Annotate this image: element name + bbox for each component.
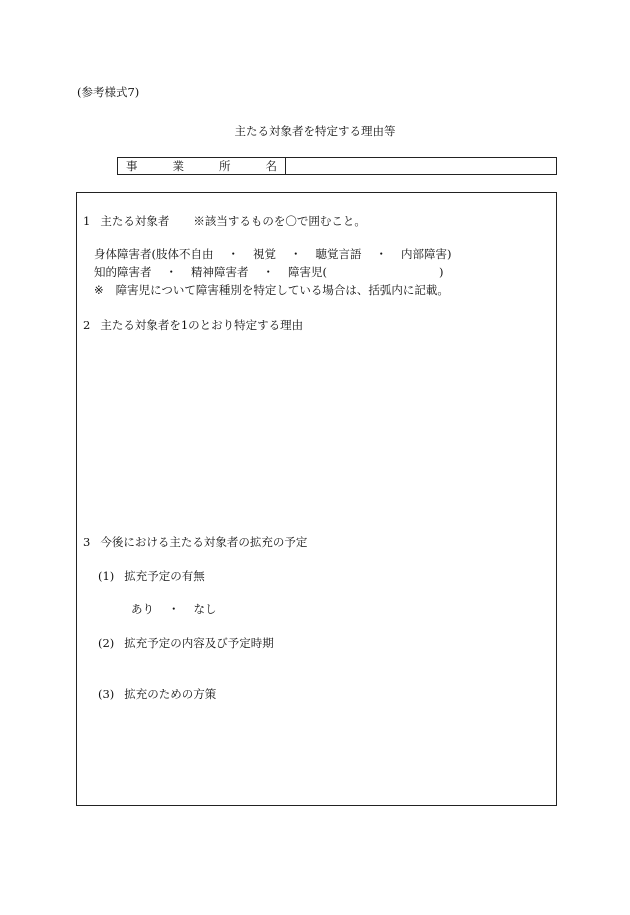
separator-dot: ・ — [290, 247, 302, 261]
option-intellectual[interactable]: 知的障害者 — [94, 265, 152, 279]
section1-heading — [83, 213, 366, 229]
sub3-number: (3) — [98, 687, 115, 701]
section1-title: 主たる対象者 — [100, 214, 170, 228]
office-name-label — [118, 158, 286, 174]
option-hearing[interactable]: 聴覚言語 — [315, 247, 362, 261]
plan-choice-row — [131, 601, 217, 617]
sub1-label: 拡充予定の有無 — [124, 569, 205, 583]
subsection-2 — [98, 635, 274, 651]
office-char: 名 — [265, 159, 277, 173]
sub3-label: 拡充のための方策 — [124, 687, 217, 701]
option-no[interactable]: なし — [193, 602, 217, 616]
section3-title: 今後における主たる対象者の拡充の予定 — [100, 535, 308, 549]
section1-footnote — [94, 282, 449, 298]
option-internal[interactable]: 内部障害) — [401, 247, 452, 261]
section2-title: 主たる対象者を1のとおり特定する理由 — [100, 318, 304, 332]
footnote-text: 障害児について障害種別を特定している場合は、括弧内に記載。 — [115, 283, 449, 297]
separator-dot: ・ — [375, 247, 387, 261]
subsection-1 — [98, 568, 205, 584]
target-options-row-1 — [94, 246, 452, 262]
option-child[interactable]: 障害児( — [288, 265, 327, 279]
separator-dot: ・ — [168, 602, 180, 616]
sub1-number: (1) — [98, 569, 115, 583]
office-char: 事 — [126, 159, 138, 173]
separator-dot: ・ — [262, 265, 274, 279]
main-form-box — [76, 192, 557, 806]
section1-note: ※該当するものを〇で囲むこと。 — [193, 214, 366, 228]
section3-heading — [83, 534, 307, 550]
target-options-row-2 — [94, 264, 444, 280]
sub2-label: 拡充予定の内容及び予定時期 — [124, 636, 274, 650]
page-title: 主たる対象者を特定する理由等 — [234, 124, 396, 138]
section2-number: 2 — [83, 318, 91, 332]
section2-heading — [83, 317, 303, 333]
option-physical[interactable]: 身体障害者(肢体不自由 — [94, 247, 214, 261]
option-mental[interactable]: 精神障害者 — [191, 265, 249, 279]
reference-form-label: (参考様式7) — [77, 85, 140, 99]
office-name-table — [117, 157, 557, 175]
subsection-3 — [98, 686, 216, 702]
sub2-number: (2) — [98, 636, 115, 650]
separator-dot: ・ — [227, 247, 239, 261]
option-visual[interactable]: 視覚 — [253, 247, 276, 261]
child-close-paren: ) — [439, 265, 444, 279]
option-yes[interactable]: あり — [131, 602, 154, 616]
office-char: 所 — [219, 159, 231, 173]
office-char: 業 — [172, 159, 184, 173]
footnote-mark: ※ — [94, 283, 104, 297]
separator-dot: ・ — [165, 265, 177, 279]
section1-number: 1 — [83, 214, 91, 228]
section3-number: 3 — [83, 535, 91, 549]
office-name-field[interactable] — [286, 158, 556, 174]
